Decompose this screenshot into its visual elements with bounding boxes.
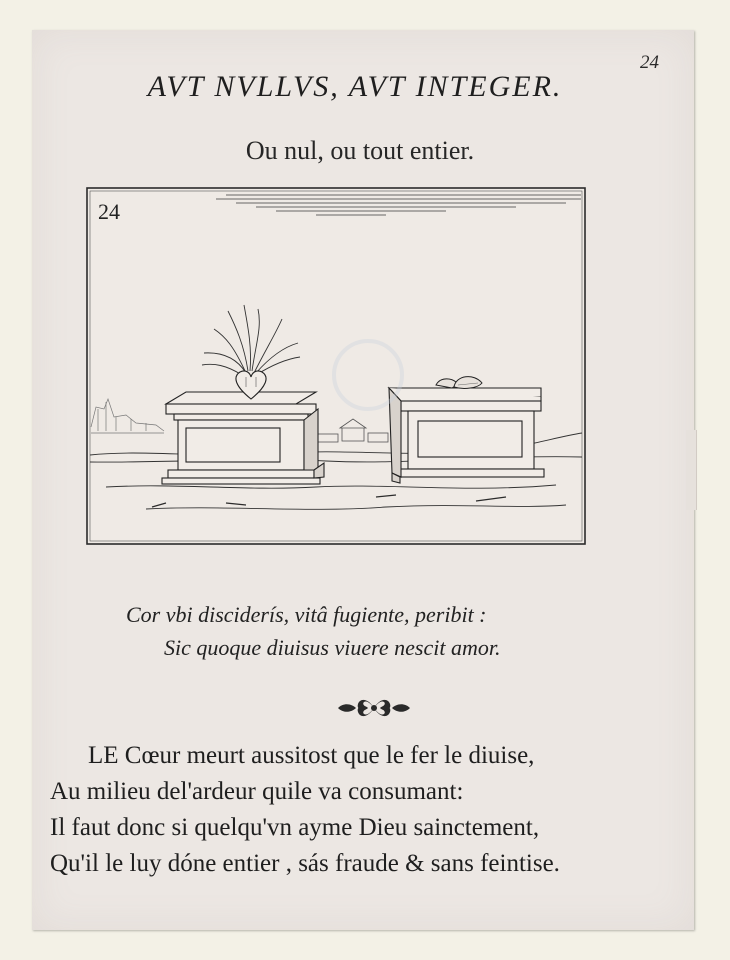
engraving-plate <box>86 187 586 545</box>
latin-line-1: Cor vbi disciderís, vitâ fugiente, peribit : <box>126 602 487 627</box>
sheet-tab <box>686 430 697 510</box>
french-line-3: Il faut donc si quelqu'vn ayme Dieu sainctement, <box>50 814 540 841</box>
french-line-1: LE Cœur meurt aussitost que le fer le diuise, <box>88 742 535 769</box>
latin-verse <box>90 598 650 664</box>
left-altar <box>162 392 324 484</box>
fleuron-ornament-icon <box>334 694 414 722</box>
french-line-2: Au milieu del'ardeur quile va consumant: <box>50 778 464 805</box>
emblem-subtitle: Ou nul, ou tout entier. <box>245 136 475 165</box>
latin-line-2: Sic quoque diuisus viuere nescit amor. <box>164 635 501 660</box>
plate-number: 24 <box>98 199 120 224</box>
french-line-4: Qu'il le luy dóne entier , sás fraude & sans feintise. <box>50 850 560 877</box>
page-number: 24 <box>640 52 659 73</box>
two-altars-engraving-icon <box>86 187 586 545</box>
french-verse <box>50 738 690 882</box>
emblem-motto: AVT NVLLVS, AVT INTEGER. <box>147 70 563 103</box>
right-altar <box>389 388 544 483</box>
